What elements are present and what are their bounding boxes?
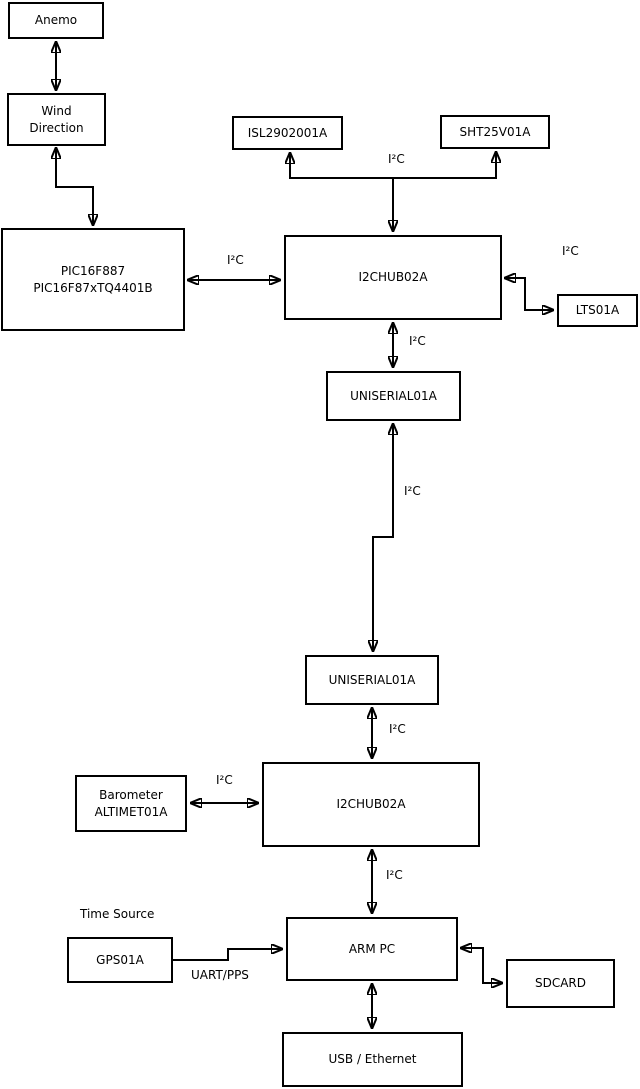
edge-label-uart-pps: UART/PPS — [191, 968, 249, 982]
node-barometer-line2: ALTIMET01A — [94, 804, 168, 819]
node-sht25v01a-label: SHT25V01A — [459, 124, 531, 139]
node-lts01a — [557, 294, 638, 327]
node-arm-pc — [286, 917, 458, 981]
edge-hub1-lts — [504, 278, 554, 310]
node-uniserial-bottom — [305, 655, 439, 705]
edge-label-i2c-hub-lts: I²C — [562, 244, 579, 258]
node-i2c-hub-bottom — [262, 762, 480, 847]
node-uniserial-bottom-label: UNISERIAL01A — [328, 672, 416, 687]
node-uniserial-top-label: UNISERIAL01A — [350, 388, 437, 403]
node-i2c-hub-top — [284, 235, 502, 320]
node-wind-direction-line1: Wind — [41, 104, 72, 119]
node-usb-ethernet — [282, 1032, 463, 1087]
edge-label-time-source: Time Source — [80, 907, 155, 921]
edge-label-i2c-uniserial-hub2: I²C — [389, 722, 406, 736]
edge-uniserial1-uniserial2 — [373, 423, 393, 652]
node-lts01a-label: LTS01A — [575, 303, 620, 318]
node-pic-line2: PIC16F87xTQ4401B — [33, 280, 153, 295]
edge-label-i2c-barometer-hub2: I²C — [216, 773, 233, 787]
node-sdcard-label: SDCARD — [534, 976, 587, 991]
node-barometer-line1: Barometer — [99, 788, 163, 803]
edge-armpc-sdcard — [460, 948, 503, 983]
node-pic-line1: PIC16F887 — [60, 264, 126, 279]
node-arm-pc-label: ARM PC — [348, 941, 396, 956]
edge-wind-pic — [56, 147, 93, 226]
node-i2c-hub-top-label: I2CHUB02A — [358, 270, 428, 285]
node-isl2902001a-label: ISL2902001A — [247, 125, 328, 140]
node-gps01a — [67, 937, 173, 983]
edge-label-i2c-uniserial-link: I²C — [404, 484, 421, 498]
node-i2c-hub-bottom-label: I2CHUB02A — [336, 797, 406, 812]
edge-label-i2c-sensor-bus: I²C — [388, 152, 405, 166]
edge-label-i2c-hub2-arm: I²C — [386, 868, 403, 882]
node-gps01a-label: GPS01A — [96, 952, 144, 967]
edge-label-i2c-pic-hub: I²C — [227, 253, 244, 267]
node-anemo — [8, 2, 104, 39]
node-usb-ethernet-label: USB / Ethernet — [328, 1052, 417, 1067]
node-isl2902001a — [232, 116, 343, 150]
edge-label-i2c-hub1-uniserial: I²C — [409, 334, 426, 348]
node-anemo-label: Anemo — [34, 13, 78, 28]
node-sht25v01a — [440, 115, 550, 149]
node-sdcard — [506, 959, 615, 1008]
node-barometer — [75, 775, 187, 832]
node-wind-direction-line2: Direction — [29, 120, 84, 135]
node-uniserial-top — [326, 371, 461, 421]
node-wind-direction — [7, 93, 106, 146]
node-pic-microcontroller — [1, 228, 185, 331]
edge-gps-armpc — [173, 949, 283, 960]
